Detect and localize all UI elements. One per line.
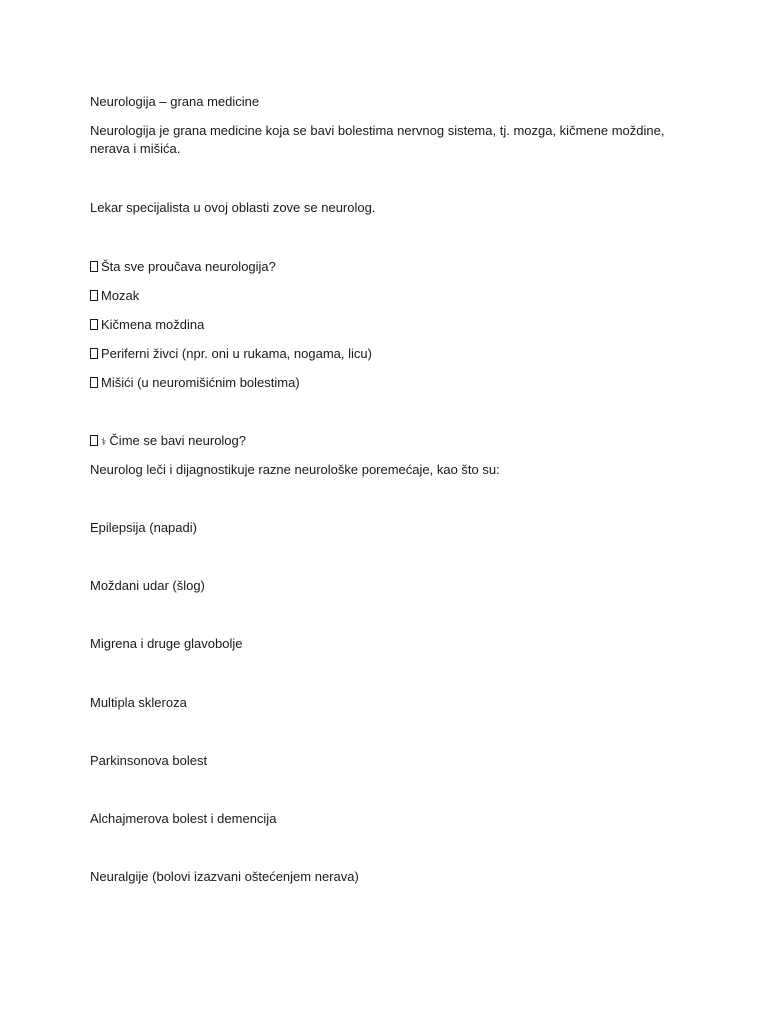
disorder-item: Multipla skleroza	[90, 695, 187, 710]
missing-glyph-icon	[90, 377, 98, 388]
specialist-paragraph: Lekar specijalista u ovoj oblasti zove se neurolog.	[90, 200, 376, 215]
studies-item-muscles	[90, 374, 680, 392]
studies-item-brain	[90, 287, 680, 305]
missing-glyph-icon	[90, 261, 98, 272]
neurologist-heading	[90, 432, 680, 452]
disorder-item: Migrena i druge glavobolje	[90, 636, 243, 651]
missing-glyph-icon	[90, 319, 98, 330]
studies-item-label: Kičmena moždina	[101, 317, 205, 332]
neurologist-intro: Neurolog leči i dijagnostikuje razne neurološke poremećaje, kao što su:	[90, 462, 500, 477]
disorder-item: Epilepsija (napadi)	[90, 520, 197, 535]
disorder-item: Parkinsonova bolest	[90, 753, 208, 768]
studies-item-peripheral-nerves	[90, 345, 680, 363]
medical-symbol-icon: ⚕	[101, 437, 107, 448]
missing-glyph-icon	[90, 348, 98, 359]
neurologist-heading-text: Čime se bavi neurolog?	[109, 433, 246, 448]
disorder-item: Neuralgije (bolovi izazvani oštećenjem nerava)	[90, 869, 359, 884]
studies-heading	[90, 258, 680, 276]
studies-item-label: Mozak	[101, 288, 140, 303]
disorder-item: Alchajmerova bolest i demencija	[90, 811, 277, 826]
studies-item-label: Periferni živci (npr. oni u rukama, nogama, licu)	[101, 346, 372, 361]
missing-glyph-icon	[90, 290, 98, 301]
studies-heading-text: Šta sve proučava neurologija?	[101, 259, 276, 274]
missing-glyph-icon	[90, 435, 98, 446]
document-title: Neurologija – grana medicine	[90, 94, 260, 109]
disorder-item: Moždani udar (šlog)	[90, 578, 205, 593]
intro-paragraph: Neurologija je grana medicine koja se bavi bolestima nervnog sistema, tj. mozga, kičmene moždine, nerava i mišića.	[90, 123, 665, 156]
studies-item-label: Mišići (u neuromišićnim bolestima)	[101, 375, 300, 390]
studies-item-spinal-cord	[90, 316, 680, 334]
